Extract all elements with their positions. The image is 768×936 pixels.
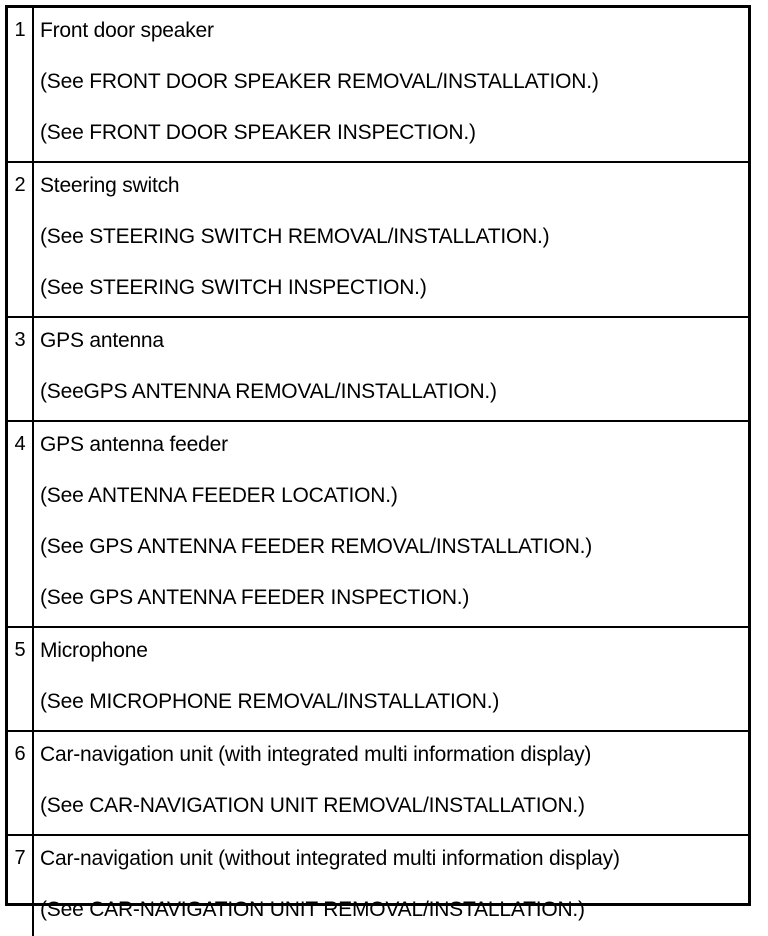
part-reference-link[interactable]: (See CAR-NAVIGATION UNIT REMOVAL/INSTALLATION.) [40,794,585,817]
part-number: 3 [8,317,33,421]
table-row [8,731,748,835]
part-reference-link[interactable]: (See FRONT DOOR SPEAKER REMOVAL/INSTALLATION.) [40,70,599,93]
part-name: Front door speaker [40,19,214,42]
part-name: Microphone [40,639,148,662]
parts-table-frame [5,5,751,921]
part-reference-link[interactable]: (See MICROPHONE REMOVAL/INSTALLATION.) [40,690,500,713]
table-row [8,162,748,317]
table-row [8,8,748,162]
table-row [8,317,748,421]
part-cell [33,731,748,835]
part-number: 1 [8,8,33,162]
part-cell [33,835,748,936]
table-row [8,627,748,731]
part-name: GPS antenna feeder [40,433,228,456]
parts-table-body [8,8,748,936]
part-reference-link[interactable]: (SeeGPS ANTENNA REMOVAL/INSTALLATION.) [40,380,497,403]
part-number: 5 [8,627,33,731]
part-name: Car-navigation unit (with integrated multi information display) [40,743,592,766]
part-name: GPS antenna [40,329,164,352]
part-cell [33,627,748,731]
part-cell [33,162,748,317]
part-reference-link[interactable]: (See ANTENNA FEEDER LOCATION.) [40,484,398,507]
part-reference-link[interactable]: (See FRONT DOOR SPEAKER INSPECTION.) [40,121,476,144]
part-cell [33,421,748,627]
part-cell [33,8,748,162]
part-number: 4 [8,421,33,627]
part-cell [33,317,748,421]
part-reference-link[interactable]: (See GPS ANTENNA FEEDER INSPECTION.) [40,586,470,609]
part-number: 6 [8,731,33,835]
part-reference-link[interactable]: (See CAR-NAVIGATION UNIT REMOVAL/INSTALLATION.) [40,898,585,921]
part-name: Car-navigation unit (without integrated multi information display) [40,847,620,870]
table-row [8,835,748,936]
part-reference-link[interactable]: (See GPS ANTENNA FEEDER REMOVAL/INSTALLATION.) [40,535,593,558]
table-row [8,421,748,627]
part-reference-link[interactable]: (See STEERING SWITCH REMOVAL/INSTALLATION.) [40,225,550,248]
parts-table [8,8,748,936]
part-reference-link[interactable]: (See STEERING SWITCH INSPECTION.) [40,276,427,299]
part-number: 7 [8,835,33,936]
part-number: 2 [8,162,33,317]
part-name: Steering switch [40,174,180,197]
